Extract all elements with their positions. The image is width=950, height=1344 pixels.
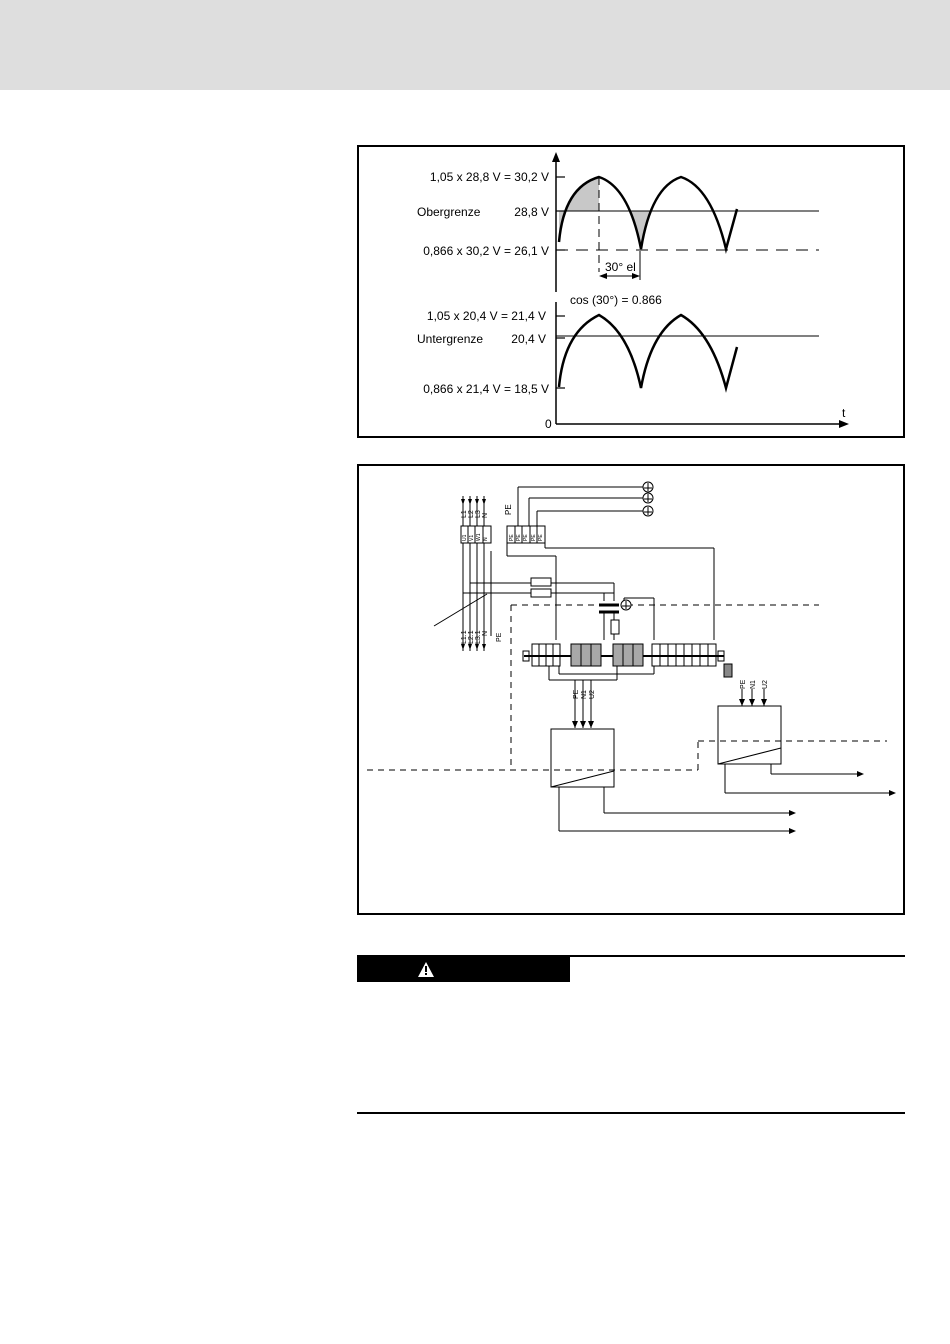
leader-line xyxy=(434,594,487,626)
x-axis-arrow xyxy=(839,420,849,428)
supply-2-label: N1 xyxy=(750,680,757,689)
outgoing-label: L3.1 xyxy=(475,630,482,644)
wiring-diagram-svg xyxy=(359,466,907,917)
terminal-letter: V1 xyxy=(469,534,475,541)
fuse-2 xyxy=(531,589,551,597)
angle-label: 30° el xyxy=(605,260,636,274)
origin-label: 0 xyxy=(545,417,552,431)
terminal-letter: N xyxy=(483,537,489,541)
power-supply-unit-1 xyxy=(551,729,614,787)
terminal-block-b xyxy=(571,644,601,666)
upper-max-label: 1,05 x 28,8 V = 30,2 V xyxy=(429,170,549,184)
terminal-end-block xyxy=(724,664,732,677)
upper-limit-name: Obergrenze xyxy=(417,205,481,219)
supply-2-diagonal xyxy=(718,748,781,764)
warning-triangle-icon xyxy=(416,957,436,982)
top-pe-label: PE xyxy=(504,504,513,515)
pe-terminal-label: PE xyxy=(538,534,544,541)
upper-min-label: 0,866 x 30,2 V = 26,1 V xyxy=(423,244,549,258)
warning-label-bar xyxy=(357,957,570,982)
incoming-label: L3 xyxy=(475,510,482,518)
incoming-label: N xyxy=(482,512,489,518)
pe-terminal-label: PE xyxy=(509,534,515,541)
pe-terminal-label: PE xyxy=(523,534,529,541)
cos-label: cos (30°) = 0.866 xyxy=(570,293,662,307)
y-axis-arrow xyxy=(552,152,560,162)
pe-terminal-label: PE xyxy=(516,534,522,541)
page-header-band xyxy=(0,0,950,90)
incoming-label: L1 xyxy=(461,510,468,518)
supply-2-label: U2 xyxy=(762,680,769,689)
lower-limit-value: 20,4 V xyxy=(511,332,546,346)
outgoing-label: L2.1 xyxy=(468,630,475,644)
terminal-block-c xyxy=(613,644,643,666)
outgoing-label: L1.1 xyxy=(461,630,468,644)
supply-1-label: U2 xyxy=(589,690,596,699)
lower-limit-name: Untergrenze xyxy=(417,332,484,346)
terminal-letter: W1 xyxy=(476,533,482,541)
supply-1-diagonal xyxy=(551,771,614,787)
supply-1-label: PE xyxy=(573,689,580,699)
supply-2-label: PE xyxy=(740,679,747,689)
terminal-letter: U1 xyxy=(462,534,468,541)
earth-symbols xyxy=(621,482,653,610)
lower-min-label: 0,866 x 21,4 V = 18,5 V xyxy=(423,382,549,396)
outgoing-pe-label: PE xyxy=(496,632,503,642)
incoming-label: L2 xyxy=(468,510,475,518)
power-supply-unit-2 xyxy=(718,706,781,764)
lower-ripple-wave xyxy=(559,315,737,388)
voltage-ripple-figure xyxy=(357,145,905,438)
upper-limit-value: 28,8 V xyxy=(514,205,549,219)
outgoing-label: N xyxy=(482,630,489,636)
time-label: t xyxy=(842,406,846,420)
voltage-ripple-svg xyxy=(359,147,907,440)
warning-bottom-rule xyxy=(357,1112,905,1114)
pe-terminal-label: PE xyxy=(531,534,537,541)
fuse-1 xyxy=(531,578,551,586)
resistor xyxy=(611,620,619,634)
supply-1-label: N1 xyxy=(581,690,588,699)
wiring-diagram-figure xyxy=(357,464,905,915)
lower-max-label: 1,05 x 20,4 V = 21,4 V xyxy=(426,309,546,323)
